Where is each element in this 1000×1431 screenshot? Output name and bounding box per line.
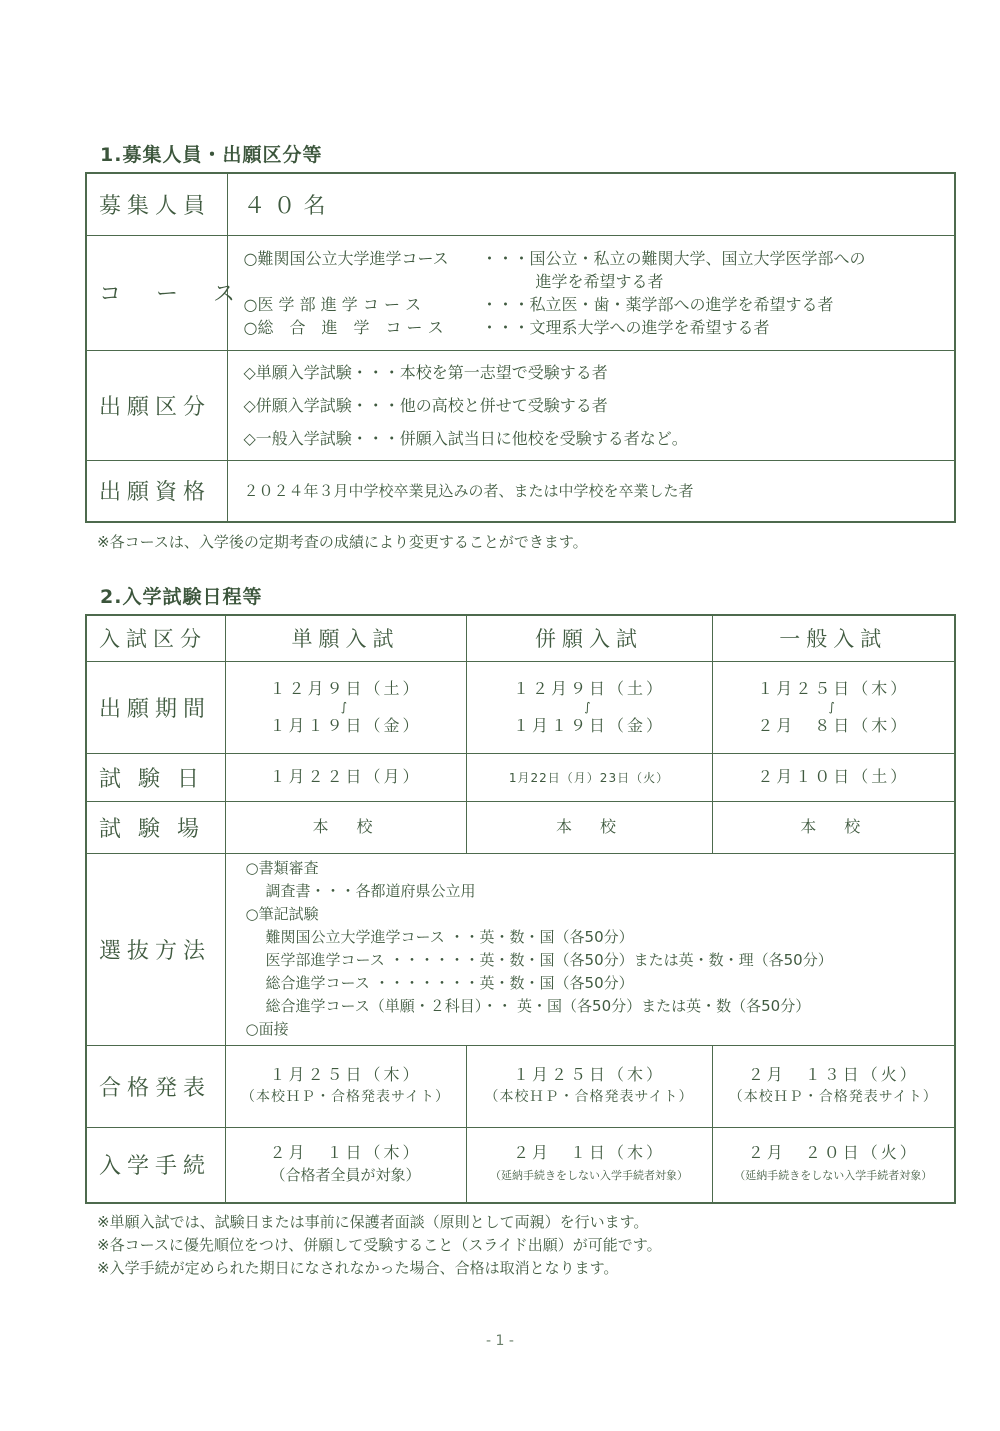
announce-sub: （本校ＨＰ・合格発表サイト） [728,1088,938,1105]
procedure-date: ２月 １日（木） [512,1143,665,1163]
announce-parallel [466,1045,712,1127]
announce-single [225,1045,466,1127]
capacity-label: 募集人員 [86,173,227,235]
category-list [227,350,955,460]
venue-label: 試験場 [86,801,225,853]
procedure-label: 入学手続 [86,1127,225,1203]
announce-row [86,1045,955,1127]
period-to: １月１９日（金） [269,716,422,735]
exam-day-parallel: 1月22日（月）23日（火） [466,753,712,801]
method-row [86,853,955,1045]
page-number: - 1 - [486,1333,514,1349]
period-single [225,661,466,753]
course-row [86,235,955,350]
period-from: １２月９日（土） [269,679,422,698]
course-item-continued [244,270,955,293]
method-line: 難関国公立大学進学コース ・・英・数・国（各50分） [265,928,634,946]
course-desc: ・・・国公立・私立の難関大学、国立大学医学部への [481,248,866,268]
schedule-header-row [86,615,955,661]
capacity-value: ４０名 [227,173,955,235]
procedure-sub: （合格者全員が対象） [270,1166,421,1185]
section1-title: 1.募集人員・出願区分等 [100,144,323,166]
method-line: ○書類審査 [245,859,319,877]
method-line: ○面接 [245,1020,289,1038]
category-item: ◇単願入学試験・・・本校を第一志望で受験する者 [243,362,608,382]
period-from: １２月９日（土） [512,679,665,698]
recruitment-table [85,172,956,523]
header-col-parallel: 併願入試 [466,615,712,661]
header-col-general: 一般入試 [712,615,955,661]
category-item: ◇一般入学試験・・・併願入試当日に他校を受験する者など。 [243,428,688,448]
method-line: 総合進学コース ・・・・・・・英・数・国（各50分） [265,974,634,992]
course-name: ○医 学 部 進 学 コ ー ス [243,294,422,314]
venue-parallel: 本 校 [466,801,712,853]
category-row [86,350,955,460]
method-line: ○筆記試験 [245,905,319,923]
exam-day-label: 試験日 [86,753,225,801]
announce-date: １月２５日（木） [269,1064,422,1084]
course-spacer [244,270,536,293]
announce-sub: （本校ＨＰ・合格発表サイト） [484,1088,694,1105]
capacity-row [86,173,955,235]
section1-note: ※各コースは、入学後の定期考査の成績により変更することができます。 [97,533,588,551]
course-desc-cont: 進学を希望する者 [535,271,664,291]
procedure-date: ２月 ２０日（火） [747,1143,919,1163]
procedure-sub: （延納手続きをしない入学手続者対象） [490,1169,688,1183]
course-name: ○総 合 進 学 コ ー ス [243,317,444,337]
section2-title: 2.入学試験日程等 [100,586,263,608]
method-line: 調査書・・・各都道府県公立用 [265,882,476,900]
category-label: 出願区分 [86,350,227,460]
qualification-row [86,460,955,522]
qualification-value: ２０２４年３月中学校卒業見込みの者、または中学校を卒業した者 [227,460,955,522]
course-desc: ・・・私立医・歯・薬学部への進学を希望する者 [481,294,834,314]
period-sep: ∫ [828,700,838,714]
procedure-single [225,1127,466,1203]
method-details [225,853,955,1045]
procedure-date: ２月 １日（木） [269,1143,422,1163]
course-list [227,235,955,350]
procedure-general [712,1127,955,1203]
section2-note: ※各コースに優先順位をつけ、併願して受験すること（スライド出願）が可能です。 [97,1236,662,1254]
period-to: ２月 ８日（木） [757,716,910,735]
venue-row [86,801,955,853]
course-name: ○難関国公立大学進学コース [243,248,449,268]
exam-day-row [86,753,955,801]
period-sep: ∫ [584,700,594,714]
period-general [712,661,955,753]
announce-date: ２月 １３日（火） [747,1064,919,1084]
period-label: 出願期間 [86,661,225,753]
course-desc: ・・・文理系大学への進学を希望する者 [481,317,770,337]
period-from: １月２５日（木） [757,679,910,698]
announce-general [712,1045,955,1127]
period-row [86,661,955,753]
qualification-label: 出願資格 [86,460,227,522]
category-item: ◇併願入学試験・・・他の高校と併せて受験する者 [243,395,608,415]
method-label: 選抜方法 [86,853,225,1045]
venue-single: 本 校 [225,801,466,853]
course-item [244,293,955,316]
announce-date: １月２５日（木） [512,1064,665,1084]
exam-day-single: １月２２日（月） [225,753,466,801]
course-item [244,247,955,270]
procedure-parallel [466,1127,712,1203]
venue-general: 本 校 [712,801,955,853]
announce-label: 合格発表 [86,1045,225,1127]
header-label: 入試区分 [86,615,225,661]
period-parallel [466,661,712,753]
schedule-table [85,614,956,1204]
header-col-single: 単願入試 [225,615,466,661]
procedure-sub: （延納手続きをしない入学手続者対象） [734,1169,933,1183]
announce-sub: （本校ＨＰ・合格発表サイト） [240,1088,451,1105]
course-item [244,316,955,339]
period-sep: ∫ [340,700,351,714]
period-to: １月１９日（金） [512,716,665,735]
section2-note: ※入学手続が定められた期日になされなかった場合、合格は取消となります。 [97,1259,619,1277]
method-line: 医学部進学コース ・・・・・・英・数・国（各50分）または英・数・理（各50分） [265,951,833,969]
section2-note: ※単願入試では、試験日または事前に保護者面談（原則として両親）を行います。 [97,1213,649,1231]
exam-day-general: ２月１０日（土） [712,753,955,801]
method-line: 総合進学コース（単願・２科目）・・ 英・国（各50分）または英・数（各50分） [265,997,811,1015]
procedure-row [86,1127,955,1203]
course-label: コ ー ス [86,235,227,350]
